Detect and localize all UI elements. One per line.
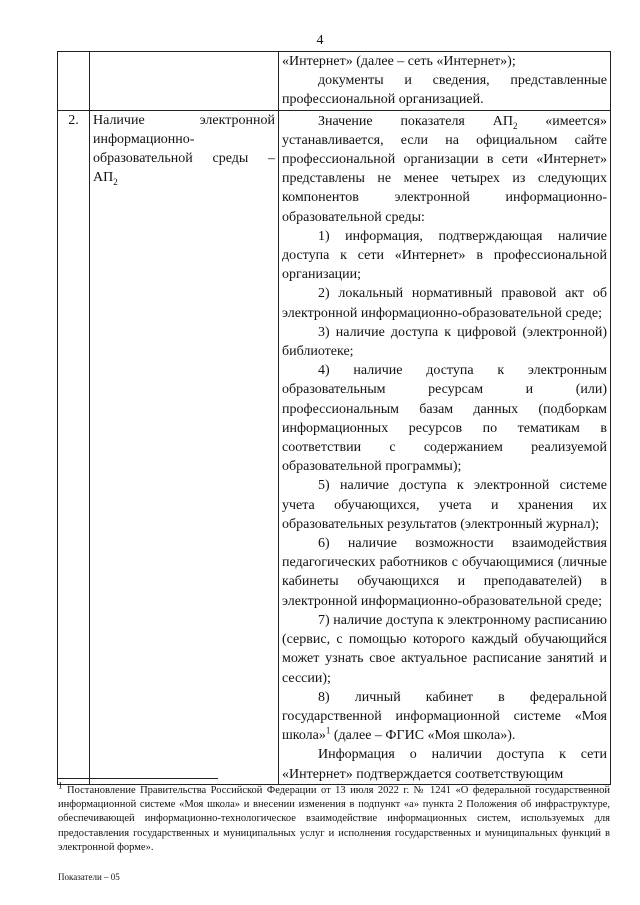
criterion-cell [90,52,279,111]
indicators-table [57,51,611,785]
criterion-line: $АП_2$ [93,170,118,188]
list-item: 5) наличие доступа к электронной системе учета обучающихся, учета и хранения их образовательных результатов (электронный журнал); [282,478,607,532]
list-item: 7) наличие доступа к электронному расписанию (сервис, с помощью которого каждый обучающийся может узнать свое актуальное расписание занятий и сессии); [282,612,607,686]
description-cell [279,52,611,111]
row-number: 2. [58,110,90,784]
footnote-text: Постановление Правительства Российской Федерации от 13 июля 2022 г. № 1241 «О федеральной государственной информационной системе «Моя школа» и внесении изменения в подпункт «а» пункта 2 Положения об инфраструктуре, обеспечивающей информационно-технологическое взаимодействие информационных систем, используемых для предоставления государственных и муниципальных услуг и исполнения государственных и муниципальных функций в электронной форме». [58,785,610,853]
page-footer: Показатели – 05 [58,872,120,882]
table-row [58,110,611,784]
row1-line-1: «Интернет» (далее – сеть «Интернет»); [282,54,516,69]
table-row [58,52,611,111]
row-number-cell [58,52,90,111]
criterion-line: образовательной среды – [93,151,275,167]
row1-line-2: документы и сведения, представленные [318,73,607,89]
footnote-reference: 1 [325,725,331,736]
footnote [58,780,610,855]
footnote-separator [58,778,218,779]
criterion-line: Наличие электронной [93,112,275,128]
list-item: 3) наличие доступа к цифровой (электронной) библиотеке; [282,324,607,360]
criterion-cell [90,110,279,784]
list-item: 6) наличие возможности взаимодействия педагогических работников с обучающимися (личные кабинеты обучающихся и преподавателей) в электронной информационно-образовательной среде; [282,536,607,609]
description-intro: Значение показателя $АП_2$ «имеется» устанавливается, если на официальном сайте профессиональной организации в сети «Интернет» представлены не менее четырех из следующих компонентов электронной информационно-образовательной среды: [282,113,607,225]
list-item: 2) локальный нормативный правовой акт об электронной информационно-образовательной среде; [282,286,607,321]
page-number: 4 [316,33,324,48]
list-item: 4) наличие доступа к электронным образовательным ресурсам и (или) профессиональным базам данных (подборкам информационных ресурсов по тематикам в соответствии с содержанием реализуемой образовательной программы); [282,363,607,475]
footnote-marker: 1 [58,780,63,791]
description-cell [279,110,611,784]
list-item: 8) личный кабинет в федеральной государственной информационной системе «Моя школа»$^1$ (далее – ФГИС «Моя школа»). [282,689,607,744]
list-item: 1) информация, подтверждающая наличие доступа к сети «Интернет» в профессиональной организации; [282,228,607,283]
criterion-line: информационно- [93,131,195,147]
description-closing: Информация о наличии доступа к сети «Интернет» подтверждается соответствующим [282,747,607,782]
row1-line-3: профессиональной организацией. [282,92,484,108]
